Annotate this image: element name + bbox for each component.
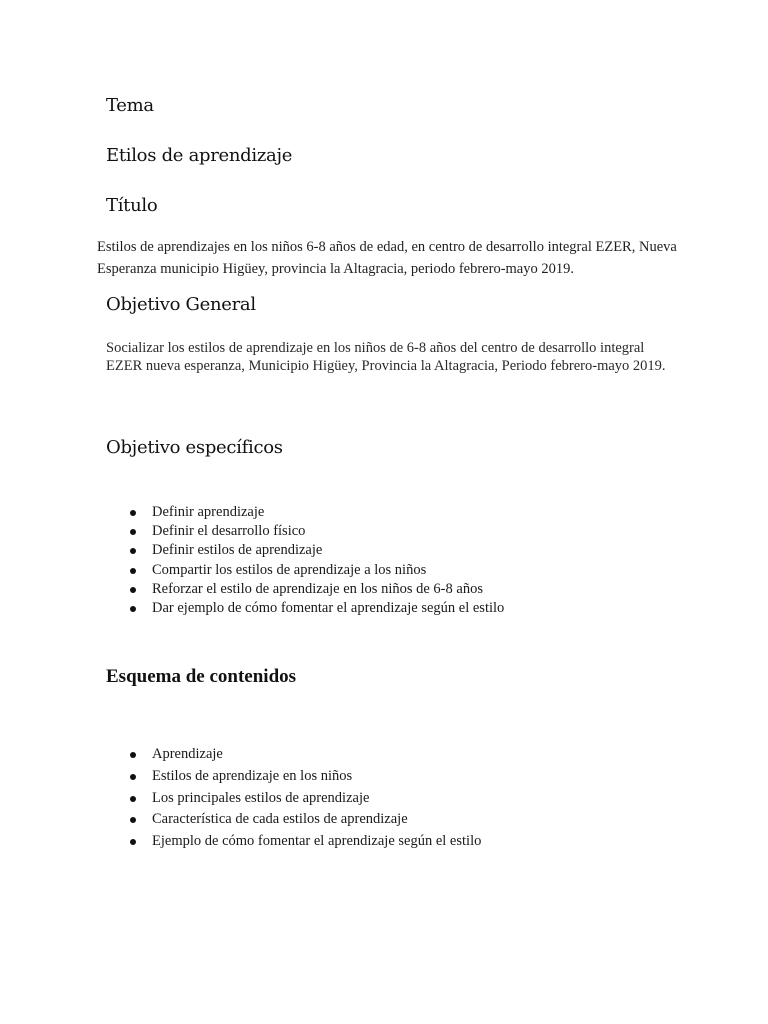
titulo-heading: Título bbox=[106, 195, 158, 216]
tema-heading: Tema bbox=[106, 95, 154, 116]
list-item: Los principales estilos de aprendizaje bbox=[128, 788, 481, 810]
list-item: Dar ejemplo de cómo fomentar el aprendizaje según el estilo bbox=[128, 599, 504, 618]
list-item: Reforzar el estilo de aprendizaje en los niños de 6-8 años bbox=[128, 580, 504, 599]
objetivos-especificos-list bbox=[128, 503, 504, 618]
esquema-heading: Esquema de contenidos bbox=[106, 666, 297, 687]
list-item: Estilos de aprendizaje en los niños bbox=[128, 766, 481, 788]
esquema-list bbox=[128, 744, 481, 853]
list-item: Compartir los estilos de aprendizaje a los niños bbox=[128, 561, 504, 580]
list-item: Definir el desarrollo físico bbox=[128, 522, 504, 541]
list-item: Aprendizaje bbox=[128, 744, 481, 766]
list-item: Definir estilos de aprendizaje bbox=[128, 541, 504, 560]
objetivos-especificos-heading: Objetivo específicos bbox=[106, 437, 283, 458]
titulo-paragraph: Estilos de aprendizajes en los niños 6-8 años de edad, en centro de desarrollo integral EZER, Nueva Esperanza municipio Higüey, provincia la Altagracia, periodo febrero-mayo 2019. bbox=[97, 239, 677, 277]
list-item: Definir aprendizaje bbox=[128, 503, 504, 522]
objetivo-general-heading: Objetivo General bbox=[106, 294, 256, 315]
list-item: Ejemplo de cómo fomentar el aprendizaje según el estilo bbox=[128, 831, 481, 853]
list-item: Característica de cada estilos de aprendizaje bbox=[128, 809, 481, 831]
tema-value-heading: Etilos de aprendizaje bbox=[106, 145, 293, 166]
objetivo-general-paragraph: Socializar los estilos de aprendizaje en los niños de 6-8 años del centro de desarrollo integral EZER nueva esperanza, Municipio Higüey, Provincia la Altagracia, Periodo febrero-mayo 2019. bbox=[106, 340, 666, 374]
